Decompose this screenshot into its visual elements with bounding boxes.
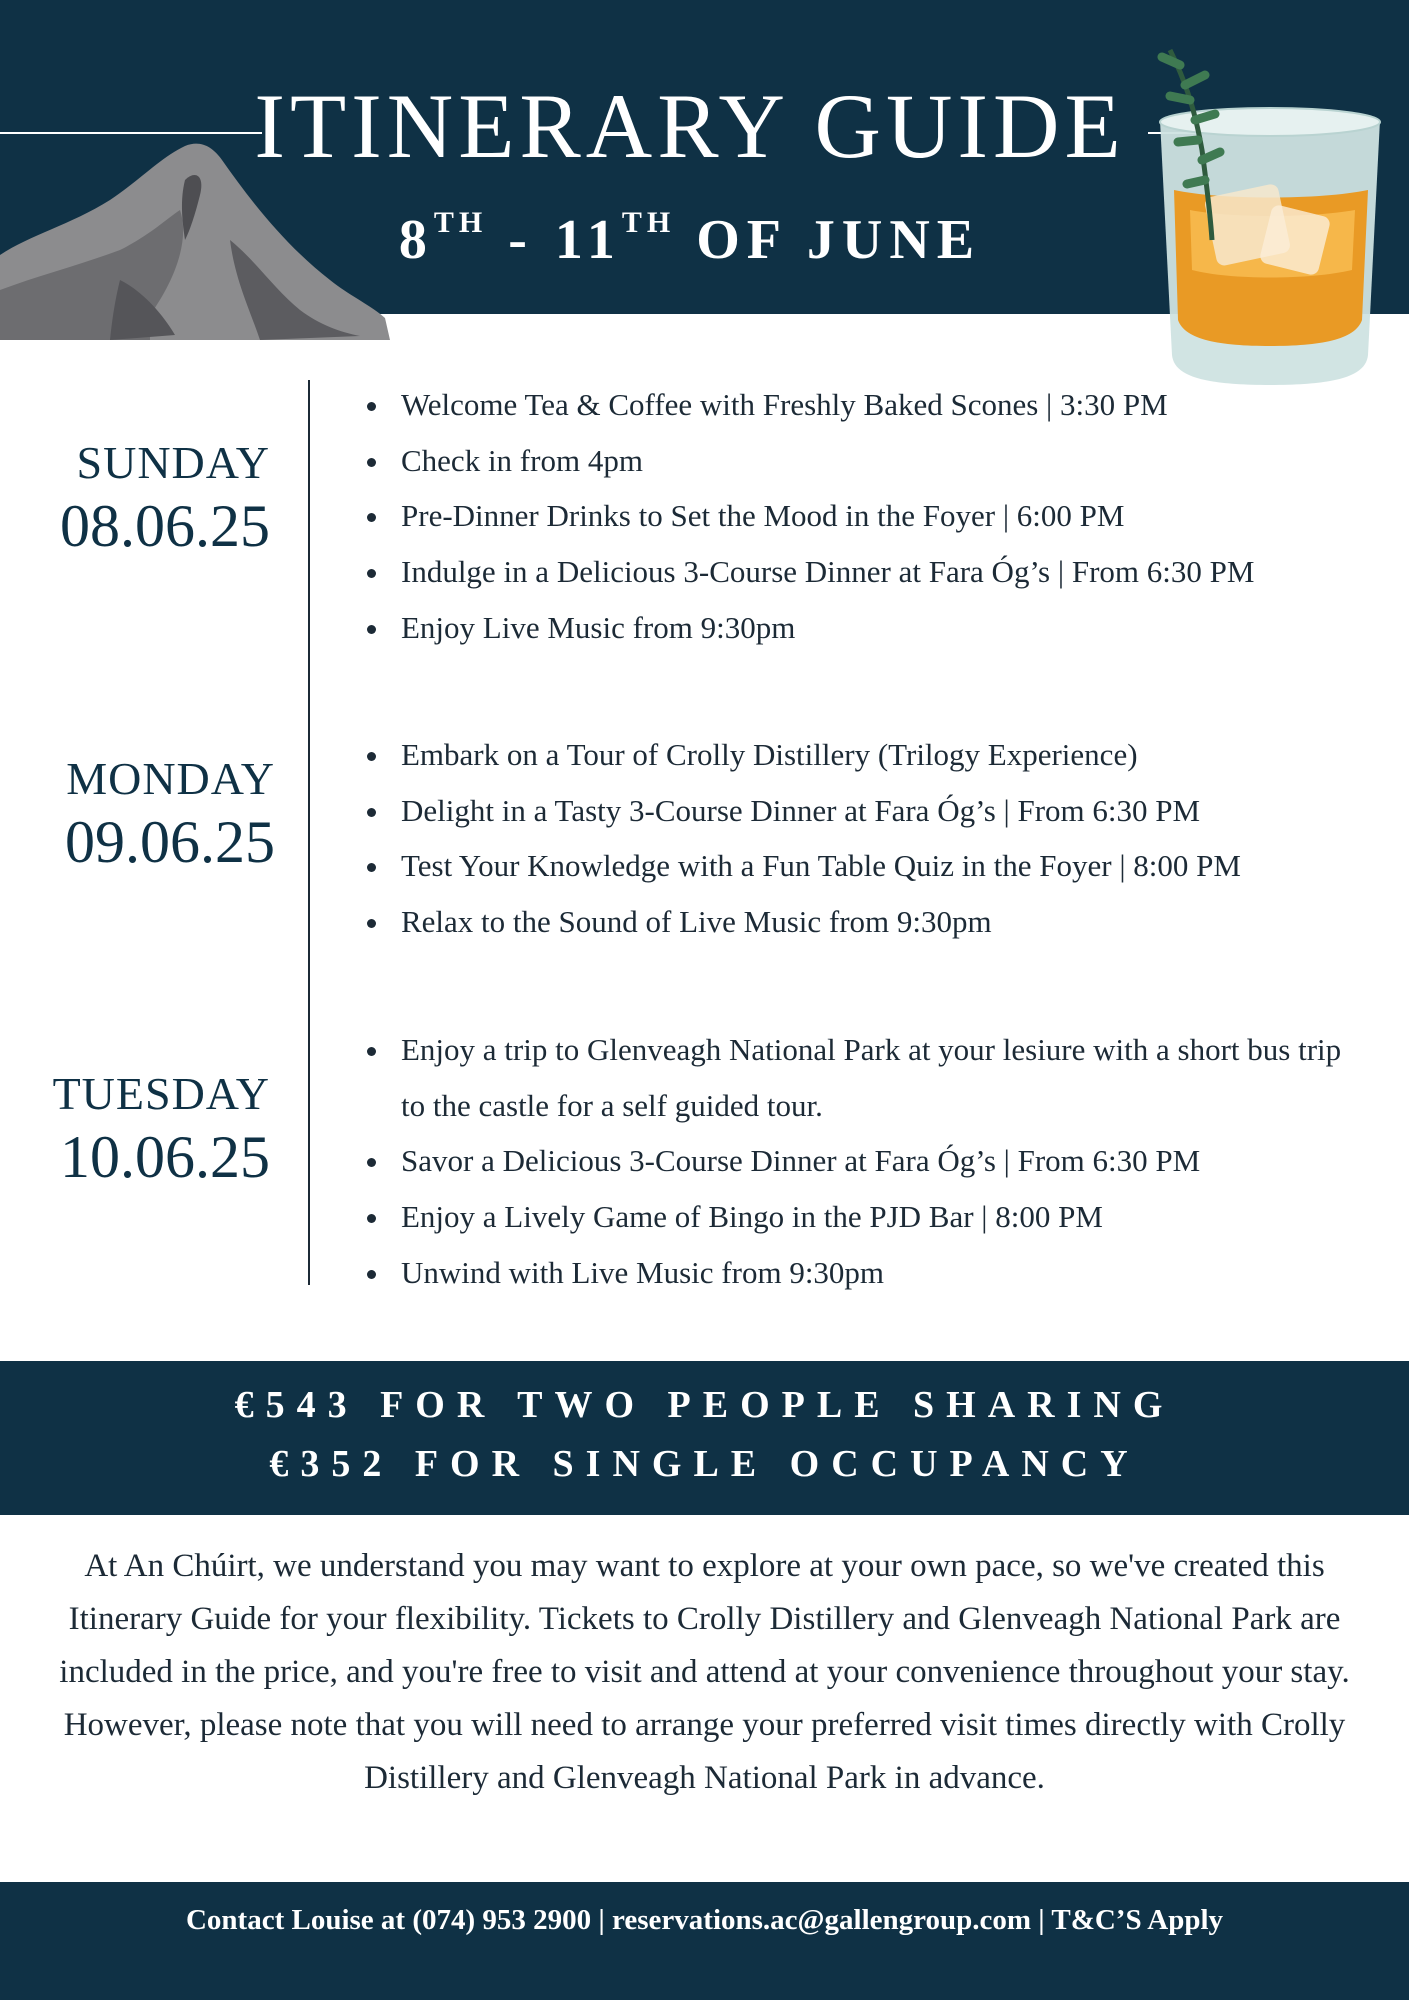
pricing-band	[0, 1361, 1409, 1515]
list-item: Check in from 4pm	[365, 433, 1254, 489]
list-item: Enjoy a Lively Game of Bingo in the PJD Bar | 8:00 PM	[365, 1189, 1351, 1245]
list-item: Enjoy a trip to Glenveagh National Park at your lesiure with a short bus trip to the castle for a self guided tour.	[365, 1022, 1351, 1133]
list-item: Test Your Knowledge with a Fun Table Quiz in the Foyer | 8:00 PM	[365, 838, 1241, 894]
date-start-number: 8	[398, 209, 434, 271]
date-end-number: 11	[554, 209, 622, 271]
day-date: 09.06.25	[65, 809, 275, 875]
timeline-divider	[308, 380, 310, 1285]
price-single: €352 FOR SINGLE OCCUPANCY	[269, 1443, 1140, 1485]
day-name: MONDAY	[66, 753, 275, 804]
list-item: Relax to the Sound of Live Music from 9:30pm	[365, 894, 1241, 950]
contact-text: Contact Louise at (074) 953 2900 | reservations.ac@gallengroup.com | T&C’S Apply	[185, 1904, 1224, 1936]
list-item: Embark on a Tour of Crolly Distillery (Trilogy Experience)	[365, 727, 1241, 783]
date-month: OF JUNE	[696, 209, 982, 271]
contact-footer	[0, 1882, 1409, 2000]
page-title: ITINERARY GUIDE	[254, 75, 1126, 177]
day-sunday	[0, 437, 270, 559]
day-tuesday	[0, 1068, 270, 1190]
list-item: Enjoy Live Music from 9:30pm	[365, 600, 1254, 656]
header-band	[0, 0, 1409, 314]
sunday-events	[365, 377, 1254, 656]
date-separator: -	[508, 209, 534, 271]
list-item: Indulge in a Delicious 3-Course Dinner at Fara Óg’s | From 6:30 PM	[365, 544, 1254, 600]
date-start-suffix: TH	[433, 206, 488, 239]
list-item: Welcome Tea & Coffee with Freshly Baked Scones | 3:30 PM	[365, 377, 1254, 433]
monday-events	[365, 727, 1241, 950]
list-item: Delight in a Tasty 3-Course Dinner at Fara Óg’s | From 6:30 PM	[365, 783, 1241, 839]
list-item: Savor a Delicious 3-Course Dinner at Fara Óg’s | From 6:30 PM	[365, 1133, 1351, 1189]
list-item: Pre-Dinner Drinks to Set the Mood in the Foyer | 6:00 PM	[365, 488, 1254, 544]
list-item: Unwind with Live Music from 9:30pm	[365, 1245, 1351, 1301]
price-sharing: €543 FOR TWO PEOPLE SHARING	[234, 1384, 1175, 1426]
day-date: 08.06.25	[60, 493, 270, 559]
date-end-suffix: TH	[621, 206, 676, 239]
info-paragraph: At An Chúirt, we understand you may want to explore at your own pace, so we've created this Itinerary Guide for your flexibility. Tickets to Crolly Distillery and Glenveagh National Park are included in the price, and you're free to visit and attend at your convenience throughout your stay. However, please note that you will need to arrange your preferred visit times directly with Crolly Distillery and Glenveagh National Park in advance.	[59, 1548, 1350, 1796]
mountain-illustration	[0, 140, 390, 340]
day-name: TUESDAY	[52, 1068, 270, 1119]
day-date: 10.06.25	[60, 1124, 270, 1190]
day-name: SUNDAY	[76, 437, 270, 488]
day-monday	[5, 753, 275, 875]
tuesday-events	[365, 1022, 1351, 1301]
whiskey-glass-illustration	[1140, 40, 1400, 390]
